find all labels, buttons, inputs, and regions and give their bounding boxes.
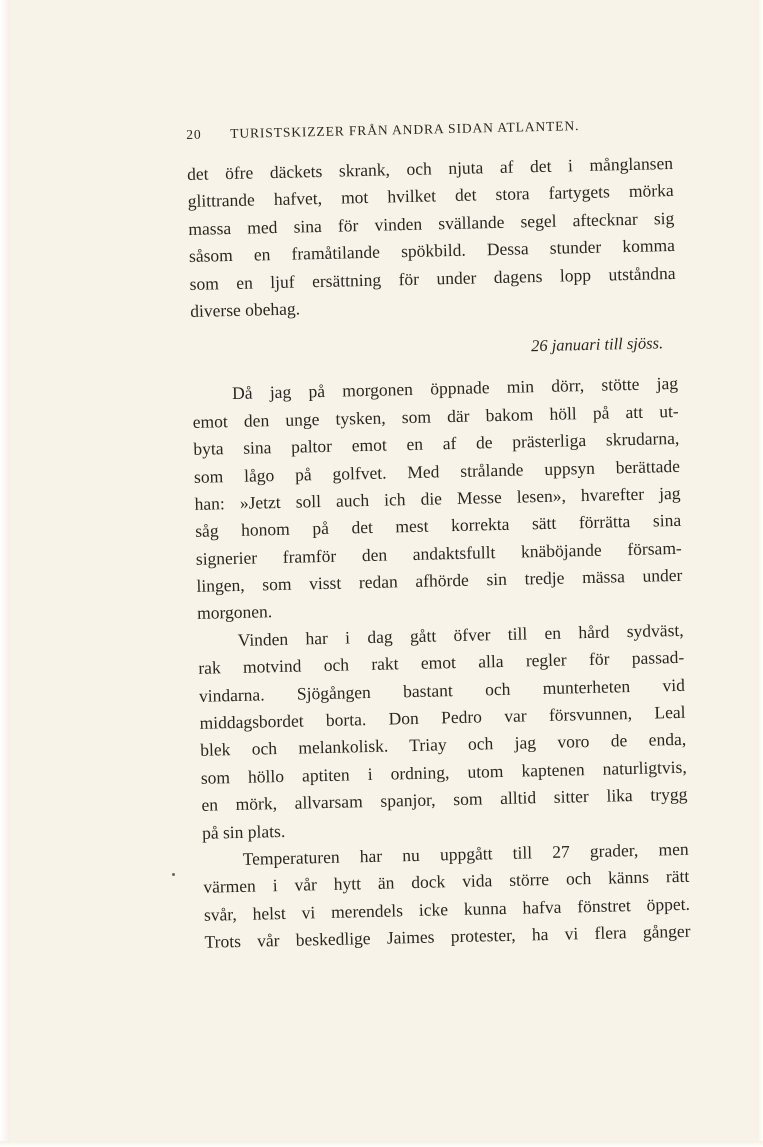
text-line: middagsbordet borta. Don Pedro var försvunnen, Leal [199,701,686,733]
text-line: Då jag på morgonen öppnade min dörr, stötte jag [231,373,679,404]
page-edge-right [757,0,763,1147]
paragraph-3 [197,617,688,847]
text-line: värmen i vår hytt än dock vida större och känns rätt [203,866,690,898]
text-line: som en ljuf ersättning för under dagens lopp utståndna [189,262,676,294]
text-line: svår, helst vi merendels icke kunna hafva fönstret öppet. [203,893,691,925]
paragraph-2 [192,370,683,627]
text-line: byta sina paltor emot en af de prästerliga skrudarna, [193,428,680,460]
running-head-title: TURISTSKIZZER FRÅN ANDRA SIDAN ATLANTEN. [230,118,580,141]
text-line: rak motvind och rakt emot alla regler för passad- [198,647,685,679]
text-line: Trots vår beskedlige Jaimes protester, ha vi flera gånger [204,920,691,952]
text-line: han: »Jetzt soll auch ich die Messe lesen», hvarefter jag [194,482,681,514]
text-line: såsom en framåtilande spökbild. Dessa stunder komma [188,235,676,267]
text-line: en mörk, allvarsam spanjor, som alltid sitter lika trygg [201,784,688,816]
text-line: Temperaturen har nu uppgått till 27 grader, men [242,838,689,869]
text-line: som höllo aptiten i ordning, utom kaptenen naturligtvis, [200,756,687,788]
paragraph-4 [202,836,690,957]
text-line: såg honom på det mest korrekta sätt förrätta sina [195,510,682,542]
page-text-block [186,113,691,956]
text-line: vindarna. Sjögången bastant och munterheten vid [198,674,686,706]
print-speck [172,873,175,876]
dateline: 26 januari till sjöss. [530,333,664,356]
text-line: lingen, som visst redan afhörde sin tredje mässa under [196,564,683,596]
page-edge-bottom [0,1141,763,1147]
text-line: emot den unge tysken, som där bakom höll på att ut- [192,400,679,432]
text-line: Vinden har i dag gått öfver till en hård sydväst, [237,619,684,650]
paragraph-1 [187,150,677,325]
page-number: 20 [186,126,202,142]
text-line: diverse obehag. [190,298,301,321]
text-line: det öfre däckets skrank, och njuta af det i månglansen [186,152,674,184]
text-line: massa med sina för vinden svällande segel aftecknar sig [188,207,675,239]
text-line: morgonen. [196,601,273,624]
text-line: signerier framför den andaktsfullt knäböjande försam- [195,537,682,569]
text-line: glittrande hafvet, mot hvilket det stora fartygets mörka [187,180,674,212]
running-head [186,113,672,146]
text-line: på sin plats. [201,820,286,843]
text-line: blek och melankolisk. Triay och jag voro de enda, [199,729,687,761]
page-edge-left [0,0,10,1147]
text-line: som lågo på golfvet. Med strålande uppsyn berättade [193,455,681,487]
